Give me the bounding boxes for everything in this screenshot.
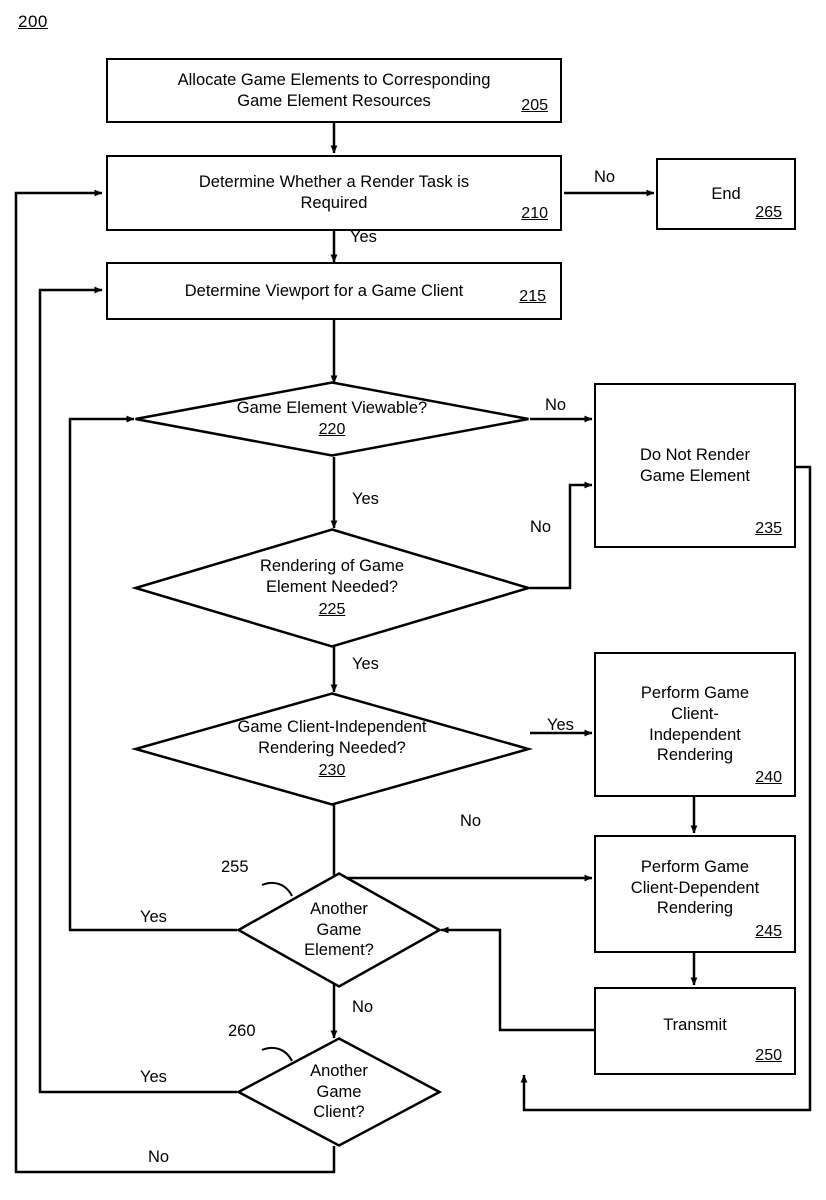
node-250-text: Transmit [663,1015,727,1034]
edge-label-255-yes: Yes [140,908,167,926]
node-235-ref: 235 [755,520,782,537]
callout-260: 260 [228,1022,256,1040]
node-265-ref: 265 [755,204,782,221]
node-210-ref: 210 [521,205,548,222]
terminator-end [656,158,796,230]
callout-255: 255 [221,858,249,876]
decision-client-independent-rendering-needed [134,692,530,806]
process-client-independent-rendering [594,652,796,797]
decision-another-game-client [237,1037,441,1147]
node-255-text: Another Game Element? [304,900,374,960]
process-do-not-render [594,383,796,548]
node-250-ref: 250 [755,1047,782,1064]
edge-label-230-yes: Yes [547,716,574,734]
edge-label-260-no: No [148,1148,170,1166]
node-225-text: Rendering of Game Element Needed? [260,557,404,596]
node-220-ref: 220 [318,421,346,439]
process-determine-render-task [106,155,562,231]
node-205-text: Allocate Game Elements to Corresponding Game Element Resources [177,70,491,110]
edge-label-225-no: No [530,518,552,536]
node-210-text: Determine Whether a Render Task is Required [198,173,470,212]
node-240-text: Perform Game Client- Independent Rendering [640,684,750,765]
node-260-text: Another Game Client? [310,1062,368,1122]
edge-label-260-yes: Yes [140,1068,167,1086]
edge-label-225-yes: Yes [352,655,379,673]
node-240-ref: 240 [755,769,782,786]
node-225-ref: 225 [318,600,346,618]
process-transmit [594,987,796,1075]
edge-label-255-no: No [352,998,374,1016]
figure-number: 200 [18,12,48,31]
node-245-text: Perform Game Client-Dependent Rendering [630,858,760,918]
node-205-ref: 205 [521,97,548,114]
node-230-text: Game Client-Independent Rendering Needed? [237,718,427,757]
process-client-dependent-rendering [594,835,796,953]
node-245-ref: 245 [755,923,782,940]
process-allocate-game-elements [106,58,562,123]
node-215-ref: 215 [519,288,546,305]
decision-game-element-viewable [134,381,530,457]
node-220-text: Game Element Viewable? [236,398,428,417]
edge-label-210-yes: Yes [350,228,377,246]
node-230-ref: 230 [318,761,346,779]
edge-label-220-no: No [545,396,567,414]
node-265-text: End [711,184,741,203]
process-determine-viewport [106,262,562,320]
decision-rendering-needed [134,528,530,648]
edge-label-210-no: No [594,168,616,186]
node-235-text: Do Not Render Game Element [639,445,751,485]
edge-label-230-no: No [460,812,482,830]
decision-another-game-element [237,872,441,988]
node-215-text: Determine Viewport for a Game Client [184,281,464,300]
edge-label-220-yes: Yes [352,490,379,508]
